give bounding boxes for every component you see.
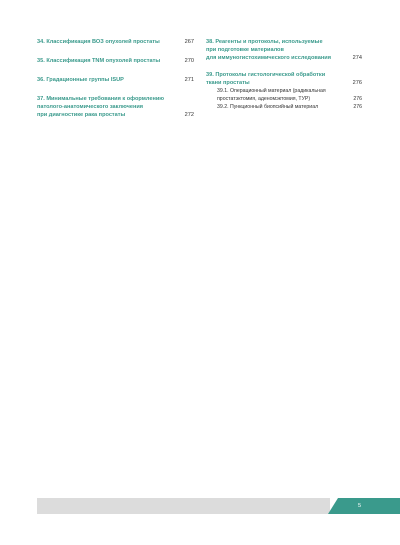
toc-subentry-page: 276	[353, 95, 362, 102]
toc-entry-36[interactable]	[37, 76, 194, 84]
toc-subentry-39-1[interactable]	[206, 88, 362, 103]
toc-entry-37[interactable]	[37, 95, 194, 119]
toc-entry-page: 267	[184, 39, 194, 45]
toc-right-column	[206, 38, 362, 112]
toc-entry-34[interactable]	[37, 38, 194, 46]
toc-entry-title: 39. Протоколы гистологической обработки ткани простаты	[206, 72, 326, 86]
toc-entry-title: 34. Классификация ВОЗ опухолей простаты	[37, 39, 160, 45]
toc-entry-38[interactable]	[206, 38, 362, 62]
toc-entry-title: 36. Градационные группы ISUP	[37, 77, 124, 83]
toc-entry-title: 35. Классификация TNM опухолей простаты	[37, 58, 161, 64]
toc-subentry-page: 276	[353, 104, 362, 110]
toc-entry-page: 271	[184, 77, 194, 83]
toc-entry-page: 276	[352, 80, 362, 86]
footer-bar	[37, 498, 330, 514]
toc-entry-title: 38. Реагенты и протоколы, используемые при подготовке материалов для иммуногистохимического исследования	[206, 39, 331, 61]
toc-subentry-title: 39.1. Операционный материал (радикальная простатэктомия, аденомэктомия, ТУР)	[217, 88, 326, 102]
toc-entry-page: 270	[184, 58, 194, 64]
footer-page-tab	[328, 498, 400, 514]
toc-subentry-title: 39.2. Пункционный биопсийный материал	[217, 104, 319, 110]
footer-page-number: 5	[358, 503, 362, 509]
toc-entry-35[interactable]	[37, 57, 194, 65]
toc-entry-page: 272	[184, 112, 194, 118]
toc-subentry-39-2[interactable]	[206, 104, 362, 112]
toc-left-column	[37, 38, 194, 130]
toc-entry-page: 274	[352, 55, 362, 61]
toc-entry-39[interactable]	[206, 71, 362, 112]
toc-entry-title: 37. Минимальные требования к оформлению патолого-анатомического заключения при диагностике рака простаты	[37, 96, 165, 118]
